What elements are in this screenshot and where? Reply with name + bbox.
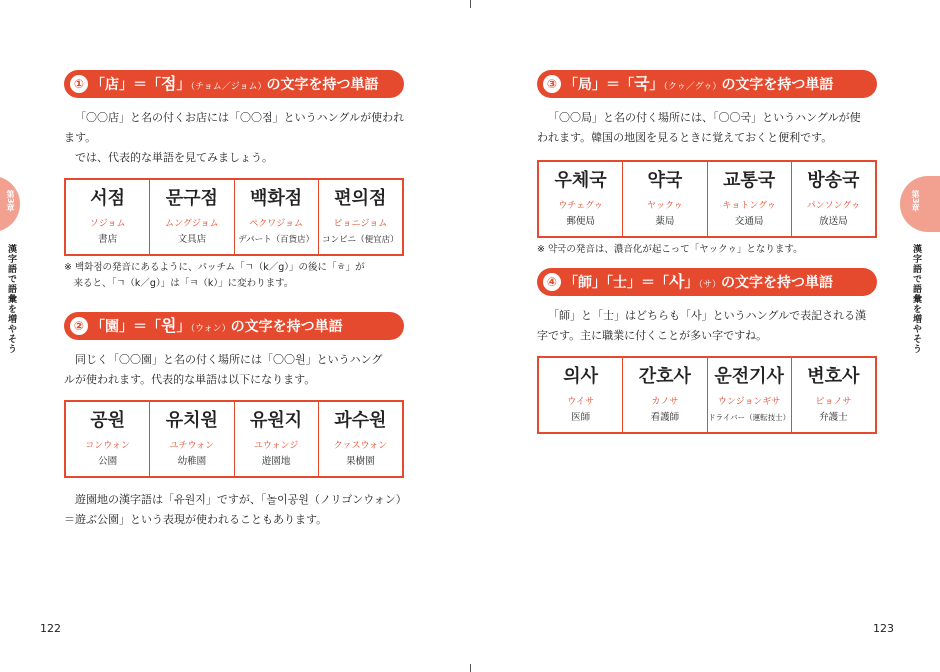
section-4-heading (537, 268, 877, 296)
crop-mark-bottom (470, 664, 471, 672)
section-3-hangul: 국 (634, 74, 650, 93)
word-cell (623, 162, 707, 236)
word-hangul: 유원지 (250, 410, 303, 431)
section-1-post: 」 (176, 77, 191, 93)
word-kana: ウイサ (567, 397, 594, 407)
word-japanese: 文具店 (177, 234, 207, 245)
section-2-number: ② (70, 317, 88, 335)
side-title-left: 漢字語で語彙を増やそう (6, 244, 16, 354)
section-4-reading: （サ） (698, 280, 721, 290)
word-cell (150, 402, 234, 476)
section-1-number: ① (70, 75, 88, 93)
page-number-left: 122 (40, 622, 61, 635)
section-3-para2: われます。韓国の地図を見るときに覚えておくと便利です。 (537, 131, 833, 144)
section-2-para4: ＝遊ぶ公園」という表現が使われることもあります。 (64, 513, 328, 526)
word-cell (235, 402, 319, 476)
word-japanese: 看護師 (650, 412, 680, 423)
word-cell (319, 402, 402, 476)
section-1-heading (64, 70, 404, 98)
section-2-heading (64, 312, 404, 340)
section-2-reading: （ウォン） (190, 324, 231, 334)
word-kana: ソジョム (89, 219, 126, 229)
section-4-number: ④ (543, 273, 561, 291)
word-japanese: 薬局 (655, 216, 675, 227)
word-kana: キョトングゥ (722, 201, 776, 211)
section-4-para2: 字です。主に職業に付くことが多い字ですね。 (537, 329, 768, 342)
word-kana: パンソングゥ (806, 201, 861, 211)
word-hangul: 과수원 (334, 410, 387, 431)
section-2-para2: ルが使われます。代表的な単語は以下になります。 (64, 373, 316, 386)
section-3-word-table (537, 160, 877, 238)
word-japanese: 放送局 (819, 216, 848, 227)
section-4-para1: 「師」と「士」はどちらも「사」というハングルで表記される漢 (548, 309, 867, 322)
word-japanese: 幼稚園 (177, 456, 207, 467)
word-hangul: 교통국 (723, 170, 776, 191)
word-hangul: 서점 (90, 188, 126, 209)
section-4-pre: 「師」「士」＝「 (564, 275, 669, 291)
section-1-paragraph-2 (75, 148, 273, 168)
word-japanese: 郵便局 (566, 216, 595, 227)
word-kana: クァスウォン (333, 441, 388, 451)
section-3-reading: （クゥ／グゥ） (663, 82, 722, 92)
word-kana: ヤックゥ (647, 201, 683, 211)
word-japanese: 交通局 (734, 216, 764, 227)
word-hangul: 방송국 (807, 170, 860, 191)
section-1-note-line-2: 来ると、「ㄱ（k／g）」は「ㅋ（k）」に変わります。 (64, 278, 294, 289)
word-hangul: 우체국 (554, 170, 607, 191)
word-hangul: 의사 (563, 366, 599, 387)
section-1-word-table (64, 178, 404, 256)
section-4-tail: の文字を持つ単語 (720, 275, 833, 291)
word-cell (235, 180, 319, 254)
section-2-pre: 「園」＝「 (91, 319, 161, 335)
chapter-tab-left-label: 第3章 (6, 190, 15, 212)
word-cell (66, 180, 150, 254)
side-title-right: 漢字語で語彙を増やそう (911, 244, 921, 354)
word-cell (792, 358, 875, 432)
word-japanese: ドライバー（運転技士） (708, 413, 791, 422)
word-japanese: 遊園地 (261, 456, 291, 467)
word-cell (150, 180, 234, 254)
word-hangul: 유치원 (165, 410, 218, 431)
word-japanese: 果樹園 (346, 456, 375, 467)
section-1-note-line-1: ※ 백화점の発音にあるように、パッチム「ㄱ（k／g）」の後に「ㅎ」が (64, 262, 365, 273)
word-cell (66, 402, 150, 476)
section-1-pre: 「店」＝「 (91, 77, 161, 93)
section-3-pre: 「局」＝「 (564, 77, 634, 93)
section-2-hangul: 원 (161, 316, 177, 335)
word-japanese: デパート（百貨店） (238, 235, 315, 245)
section-1-para2: では、代表的な単語を見てみましょう。 (75, 151, 273, 164)
word-hangul: 백화점 (250, 188, 303, 209)
section-4-hangul: 사 (669, 272, 685, 291)
section-1-tail: の文字を持つ単語 (266, 77, 379, 93)
word-japanese: 書店 (98, 234, 118, 245)
word-cell (623, 358, 707, 432)
word-japanese: 弁護士 (819, 412, 848, 423)
section-1-hangul: 점 (161, 74, 177, 93)
word-kana: ユウォンジ (253, 441, 299, 451)
word-kana: ムングジョム (165, 219, 219, 229)
word-cell (792, 162, 875, 236)
word-kana: ピョノサ (815, 397, 852, 407)
word-hangul: 간호사 (638, 366, 691, 387)
section-3-number: ③ (543, 75, 561, 93)
section-1-reading: （チョム／ジョム） (190, 82, 267, 92)
section-3-para1: 「〇〇局」と名の付く場所には、「〇〇국」というハングルが使 (548, 111, 861, 124)
word-kana: ウチェグゥ (558, 201, 603, 211)
section-4-word-table (537, 356, 877, 434)
word-kana: ピョニジョム (333, 219, 388, 229)
word-cell (539, 358, 623, 432)
word-kana: カノサ (651, 397, 679, 407)
section-2-para1: 同じく「〇〇園」と名の付く場所には「〇〇원」というハング (75, 353, 383, 366)
word-cell (708, 358, 792, 432)
crop-mark-top (470, 0, 471, 8)
word-hangul: 약국 (647, 170, 683, 191)
word-hangul: 편의점 (334, 188, 387, 209)
word-hangul: 문구점 (165, 188, 218, 209)
word-hangul: 공원 (90, 410, 126, 431)
section-3-post: 」 (649, 77, 664, 93)
section-1-paragraph (64, 108, 408, 148)
section-3-tail: の文字を持つ単語 (721, 77, 834, 93)
section-4-post: 」 (684, 275, 699, 291)
word-cell (319, 180, 402, 254)
section-2-post: 」 (176, 319, 191, 335)
word-kana: コンウォン (85, 441, 130, 451)
section-2-para3: 遊園地の漢字語は「유원지」ですが、「놀이공원（ノリゴンウォン） (75, 493, 407, 506)
page-number-right: 123 (873, 622, 894, 635)
word-cell (708, 162, 792, 236)
word-hangul: 변호사 (807, 366, 860, 387)
word-kana: ウンジョンギサ (717, 397, 781, 407)
section-1-para1: 「〇〇店」と名の付くお店には「〇〇점」というハングルが使われます。 (64, 111, 405, 144)
word-cell (539, 162, 623, 236)
word-japanese: 医師 (571, 412, 591, 423)
section-3-heading (537, 70, 877, 98)
word-kana: ユチウォン (169, 441, 215, 451)
word-japanese: コンビニ（便宜店） (322, 235, 399, 245)
section-3-note: ※ 약국の発音は、濃音化が起こって「ヤックゥ」となります。 (537, 244, 803, 255)
word-hangul: 운전기사 (714, 366, 784, 387)
section-2-word-table (64, 400, 404, 478)
section-2-tail: の文字を持つ単語 (230, 319, 343, 335)
word-japanese: 公園 (98, 456, 118, 467)
word-kana: ペクワジョム (249, 219, 304, 229)
chapter-tab-right-label: 第3章 (911, 190, 920, 212)
